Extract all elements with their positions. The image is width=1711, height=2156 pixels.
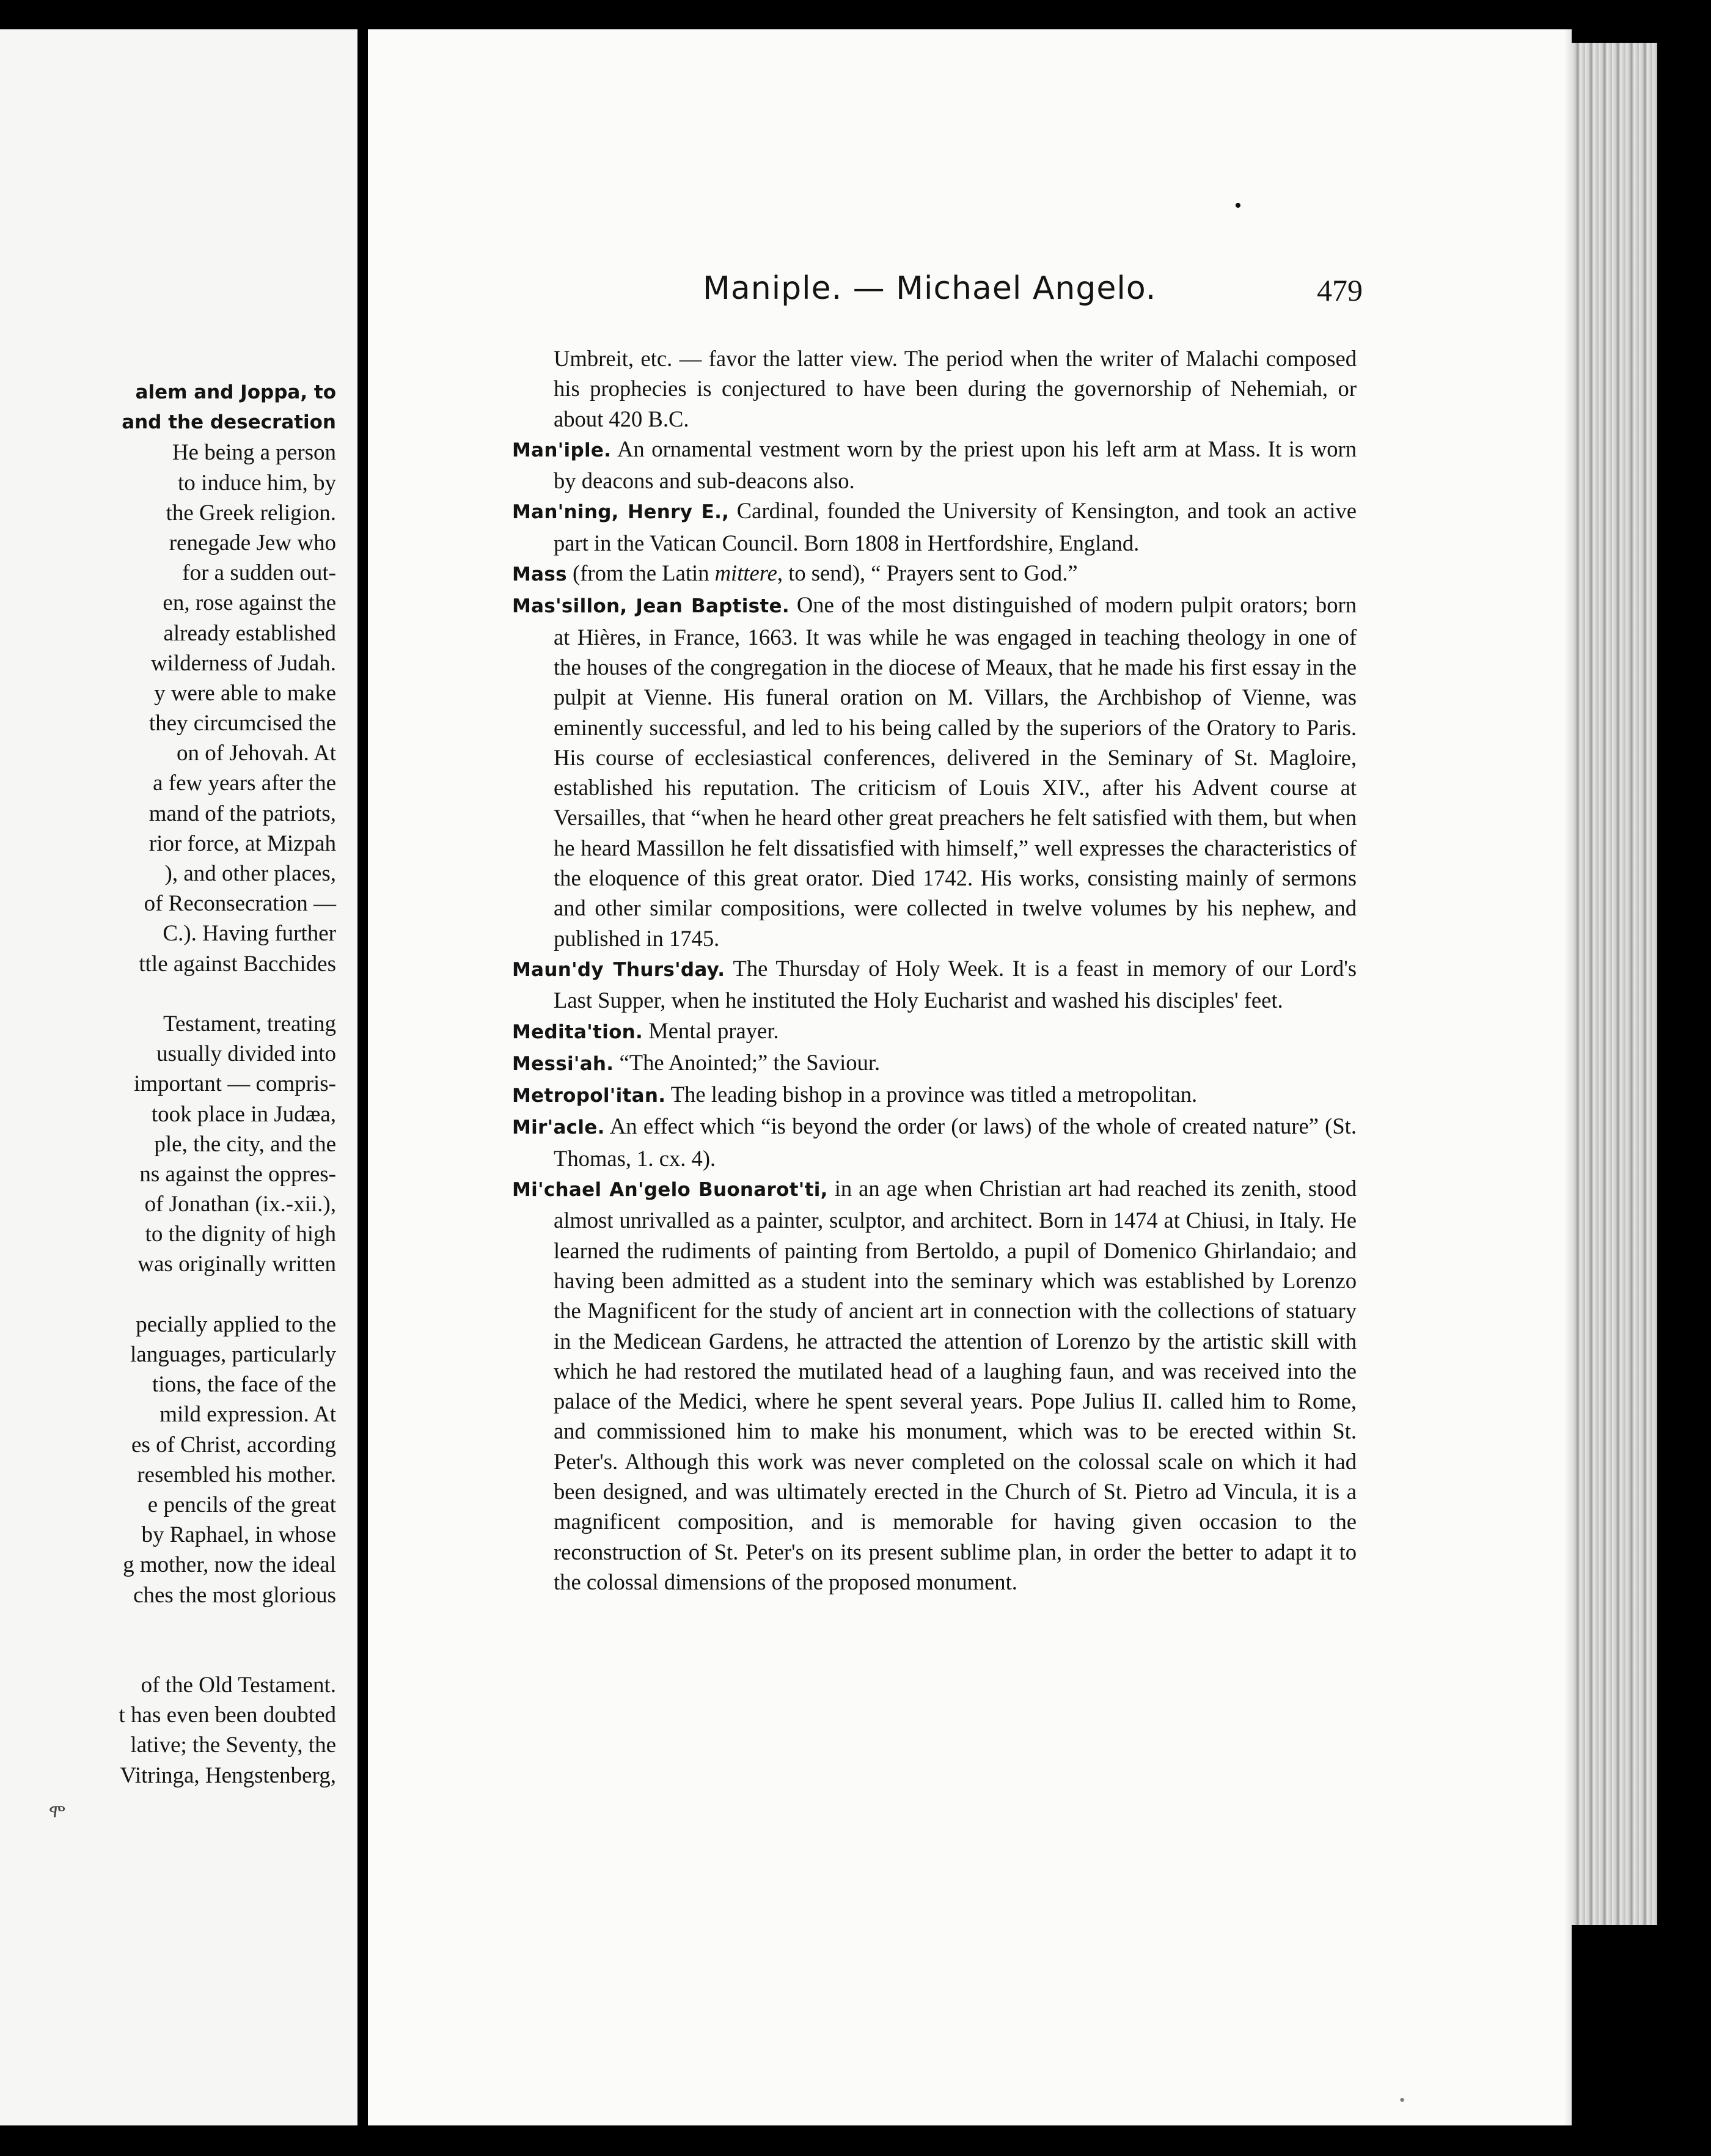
page-edges — [1572, 43, 1657, 1925]
entry-massillon — [512, 590, 1357, 953]
previous-page-line: by Raphael, in whose — [141, 1522, 336, 1548]
previous-page-line: ), and other places, — [164, 861, 336, 886]
entry-mass — [512, 558, 1357, 590]
paragraph-gap — [0, 1640, 336, 1670]
previous-page-line: they circumcised the — [148, 711, 336, 736]
ink-speck: • — [1399, 2091, 1405, 2109]
entry-headword: Mas'sillon, Jean Baptiste. — [512, 595, 790, 618]
entry-text: One of the most distinguished of modern pulpit orators; born at Hières, in France, 1663. It was while he was engaged in teaching theology in one of the houses of the congregation in the diocese of Meaux, that he made his first essay in the pulpit at Vienne. His funeral oration on M. Villars, the Archbishop of Vienne, was eminently successful, and led to his being called by the superiors of the Oratory to Paris. His course of ecclesiastical conferences, delivered in the Seminary of St. Magloire, established his reputation. The criticism of Louis XIV., after his Advent course at Versailles, that “when he heard other great preachers he felt satisfied with them, but when he heard Massillon he felt dissatisfied with himself,” well expresses the characteristics of the eloquence of this great orator. Died 1742. His works, consisting mainly of sermons and other similar compositions, were collected in twelve volumes by his nephew, and published in 1745. — [554, 592, 1357, 951]
entry-headword: Medita'tion. — [512, 1021, 643, 1043]
entry-headword: Mi'chael An'gelo Buonarot'ti, — [512, 1179, 828, 1201]
entry-text: Umbreit, etc. — favor the latter view. The period when the writer of Malachi composed his prophecies is conjectured to have been during the governorship of Nehemiah, or about 420 B.C. — [554, 346, 1357, 431]
ink-speck: • — [1234, 194, 1242, 217]
entry-headword: Man'iple. — [512, 439, 612, 461]
previous-page-line: to the dignity of high — [145, 1222, 336, 1247]
previous-page-line: resembled his mother. — [137, 1462, 336, 1487]
previous-page-line: of the Old Testament. — [141, 1673, 336, 1698]
previous-page-line: mand of the patriots, — [148, 801, 336, 826]
previous-page-line: wilderness of Judah. — [150, 650, 336, 676]
previous-page-line: important — compris- — [134, 1071, 336, 1097]
previous-page-line: y were able to make — [154, 680, 336, 706]
previous-page-line: ttle against Bacchides — [139, 951, 336, 977]
previous-page-line: and the desecration — [122, 411, 336, 434]
previous-page-line: already established — [163, 620, 336, 646]
entry-text: “The Anointed;” the Saviour. — [619, 1049, 881, 1075]
previous-page-line: usually divided into — [156, 1041, 336, 1067]
previous-page-line: g mother, now the ideal — [123, 1552, 336, 1578]
entry-text: The leading bishop in a province was titled a metropolitan. — [670, 1082, 1198, 1107]
entry-text: Cardinal, founded the University of Kensington, and took an active part in the Vatican Council. Born 1808 in Hertfordshire, England. — [554, 498, 1357, 556]
previous-page-line: of Reconsecration — — [144, 891, 336, 917]
previous-page-line: was originally written — [137, 1252, 336, 1277]
previous-page-line: ches the most glorious — [133, 1582, 336, 1608]
previous-page-line: C.). Having further — [163, 921, 336, 947]
entry-continuation — [512, 343, 1357, 434]
entry-text: The Thursday of Holy Week. It is a feast in memory of our Lord's Last Supper, when he instituted the Holy Eucharist and washed his disciples' feet. — [554, 955, 1357, 1013]
previous-page — [0, 29, 357, 2125]
entry-text: , to send), “ Prayers sent to God.” — [777, 560, 1078, 586]
entry-text: Mental prayer. — [648, 1018, 779, 1043]
entry-miracle — [512, 1111, 1357, 1173]
entry-headword: Man'ning, Henry E., — [512, 501, 730, 524]
page-header — [703, 270, 1363, 319]
previous-page-line: ple, the city, and the — [154, 1131, 336, 1157]
previous-page-line: He being a person — [172, 440, 336, 466]
running-head: Maniple. — Michael Angelo. — [703, 270, 1157, 307]
entry-headword: Maun'dy Thurs'day. — [512, 958, 725, 981]
previous-page-line: on of Jehovah. At — [176, 741, 336, 766]
latin-word: mittere — [714, 560, 777, 586]
page-number: 479 — [1317, 273, 1363, 307]
previous-page-line: t has even been doubted — [119, 1703, 336, 1728]
previous-page-text — [0, 378, 336, 1791]
previous-page-line: rior force, at Mizpah — [148, 831, 336, 856]
previous-page-line: tions, the face of the — [152, 1372, 336, 1398]
entry-manning — [512, 496, 1357, 558]
previous-page-line: took place in Judæa, — [151, 1101, 336, 1127]
previous-page-line: languages, particularly — [130, 1342, 336, 1367]
previous-page-line: alem and Joppa, to — [135, 381, 336, 403]
previous-page-line: es of Christ, according — [131, 1432, 336, 1458]
previous-page-line: en, rose against the — [163, 590, 336, 616]
entry-text: An ornamental vestment worn by the priest upon his left arm at Mass. It is worn by deacons and sub-deacons also. — [554, 436, 1357, 494]
entry-messiah — [512, 1047, 1357, 1079]
entry-headword: Mir'acle. — [512, 1116, 605, 1139]
previous-page-line: ns against the oppres- — [139, 1161, 336, 1187]
entry-metropolitan — [512, 1079, 1357, 1111]
entry-headword: Metropol'itan. — [512, 1085, 666, 1107]
entry-text: (from the Latin — [573, 560, 715, 586]
entry-meditation — [512, 1016, 1357, 1047]
previous-page-line: to induce him, by — [178, 470, 336, 496]
previous-page-line: a few years after the — [153, 771, 336, 796]
previous-page-line: for a sudden out- — [182, 560, 336, 586]
ink-smudge: ሞ — [49, 1802, 66, 1822]
previous-page-line: e pencils of the great — [147, 1492, 336, 1517]
previous-page-line: of Jonathan (ix.-xii.), — [144, 1192, 336, 1217]
previous-page-line: lative; the Seventy, the — [130, 1733, 336, 1758]
entry-michael-angelo — [512, 1173, 1357, 1597]
entry-text: An effect which “is beyond the order (or laws) of the whole of created nature” (St. Thomas, 1. cx. 4). — [554, 1113, 1357, 1171]
entry-maniple — [512, 434, 1357, 496]
paragraph-gap — [0, 1280, 336, 1310]
previous-page-line: pecially applied to the — [136, 1311, 336, 1337]
entry-maundy-thursday — [512, 953, 1357, 1016]
previous-page-line: the Greek religion. — [166, 500, 336, 526]
previous-page-line: renegade Jew who — [169, 530, 336, 556]
previous-page-line: Testament, treating — [163, 1011, 336, 1036]
dictionary-entries — [512, 343, 1357, 1597]
entry-headword: Mass — [512, 563, 567, 586]
entry-headword: Messi'ah. — [512, 1052, 614, 1075]
entry-text: in an age when Christian art had reached its zenith, stood almost unrivalled as a painter, sculptor, and architect. Born in 1474 at Chiusi, in Italy. He learned the rudiments of painting from Bertoldo, a pupil of Domenico Ghirlandaio; and having been admitted as a student into the seminary which was established by Lorenzo the Magnificent for the study of ancient art in connection with the collections of statuary in the Medicean Gardens, he attracted the attention of Lorenzo by the artistic skill with which he had restored the mutilated head of a laughing faun, and was received into the palace of the Medici, where he spent several years. Pope Julius II. called him to Rome, and commissioned him to make his monument, which was to be erected within St. Peter's. Although this work was never completed on the colossal scale on which it had been designed, and was ultimately erected in the Church of St. Pietro ad Vincula, it is a magnificent composition, and is memorable for having given occasion to the reconstruction of St. Peter's on its present sublime plan, in order the better to adapt it to the colossal dimensions of the proposed monument. — [554, 1176, 1357, 1594]
paragraph-gap — [0, 1610, 336, 1640]
previous-page-line: mild expression. At — [159, 1402, 336, 1428]
paragraph-gap — [0, 979, 336, 1009]
previous-page-line: Vitringa, Hengstenberg, — [120, 1762, 336, 1788]
